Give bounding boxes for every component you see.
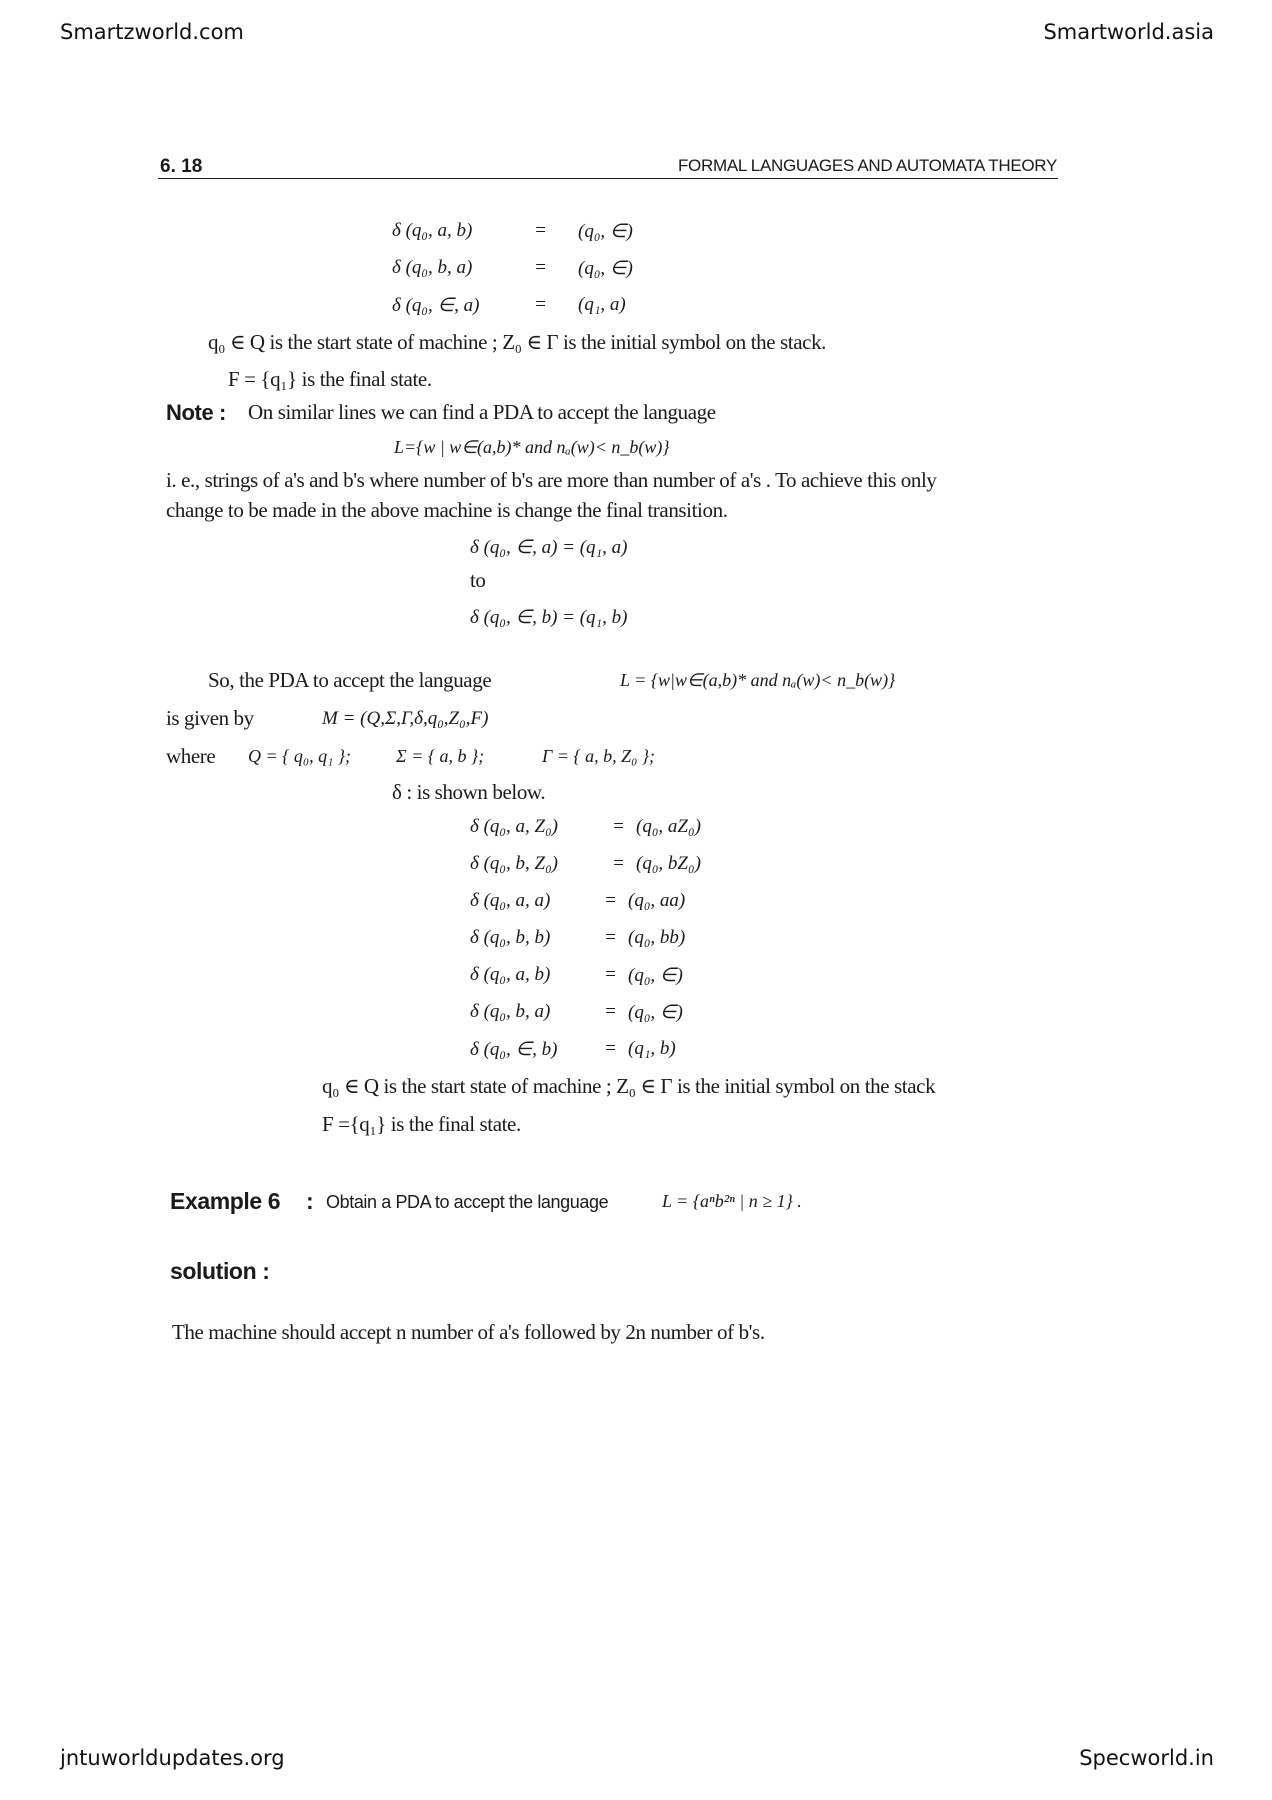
transition-lhs: δ (q₀, a, b) bbox=[392, 220, 473, 241]
transition-rhs: (q₀, aa) bbox=[628, 890, 686, 911]
transition-rhs: (q₁, a) bbox=[578, 294, 626, 315]
transition-lhs: δ (q₀, a, a) bbox=[470, 890, 551, 911]
header-rule bbox=[158, 178, 1058, 179]
transition-lhs: δ (q₀, ∈, b) bbox=[470, 1039, 558, 1060]
note-explanation-line-1: i. e., strings of a's and b's where number of b's are more than number of a's . To achieve this only bbox=[166, 468, 937, 492]
transition-lhs: δ (q₀, b, a) bbox=[392, 257, 473, 278]
so-line-text: So, the PDA to accept the language bbox=[208, 668, 492, 692]
transition-rhs: (q₀, ∈) bbox=[628, 1002, 683, 1023]
page-number: 6. 18 bbox=[160, 156, 203, 177]
note-label: Note : bbox=[166, 400, 226, 425]
transition-equals: = bbox=[604, 890, 617, 911]
transition-equals: = bbox=[534, 220, 547, 241]
solution-text: The machine should accept n number of a's followed by 2n number of b's. bbox=[172, 1320, 765, 1344]
transition-rhs: (q₀, ∈) bbox=[578, 221, 633, 242]
example-language: L = {aⁿb²ⁿ | n ≥ 1} . bbox=[662, 1191, 802, 1211]
stack-alphabet-set: Γ = { a, b, Z₀ }; bbox=[542, 746, 656, 766]
transition-lhs: δ (q₀, b, b) bbox=[470, 927, 551, 948]
transition-rhs: (q₀, bZ₀) bbox=[636, 853, 701, 874]
watermark-top-left: Smartzworld.com bbox=[60, 20, 244, 44]
example-colon: : bbox=[306, 1188, 314, 1214]
note-language: L={w | w∈(a,b)* and nₐ(w)< n_b(w)} bbox=[394, 437, 670, 457]
transition-lhs: δ (q₀, ∈, a) bbox=[392, 295, 480, 316]
delta-shown-below: δ : is shown below. bbox=[392, 780, 546, 804]
example-label: Example 6 bbox=[170, 1188, 281, 1214]
transition-equals: = bbox=[604, 1001, 617, 1022]
note-text: On similar lines we can find a PDA to accept the language bbox=[248, 400, 716, 424]
start-state-sentence: q₀ ∈ Q is the start state of machine ; Z₀ ∈ Γ is the initial symbol on the stack. bbox=[208, 330, 827, 354]
transition-rhs: (q₀, ∈) bbox=[628, 965, 683, 986]
transition-equals: = bbox=[534, 257, 547, 278]
transition-equals: = bbox=[604, 1038, 617, 1059]
given-by-label: is given by bbox=[166, 706, 254, 730]
transition-lhs: δ (q₀, b, a) bbox=[470, 1001, 551, 1022]
note-to-word: to bbox=[470, 568, 486, 592]
note-from-transition: δ (q₀, ∈, a) = (q₁, a) bbox=[470, 537, 628, 558]
transition-equals: = bbox=[604, 927, 617, 948]
final-state-sentence: F = {q₁} is the final state. bbox=[228, 367, 432, 391]
transition-lhs: δ (q₀, a, b) bbox=[470, 964, 551, 985]
transition-equals: = bbox=[534, 294, 547, 315]
final-state-sentence-2: F ={q₁} is the final state. bbox=[322, 1112, 521, 1136]
watermark-top-right: Smartworld.asia bbox=[1043, 20, 1214, 44]
transition-rhs: (q₁, b) bbox=[628, 1038, 676, 1059]
transition-rhs: (q₀, ∈) bbox=[578, 258, 633, 279]
solution-label: solution : bbox=[170, 1258, 270, 1284]
note-explanation-line-2: change to be made in the above machine is change the final transition. bbox=[166, 498, 728, 522]
machine-tuple: M = (Q,Σ,Γ,δ,q₀,Z₀,F) bbox=[322, 708, 489, 729]
watermark-bottom-left: jntuworldupdates.org bbox=[60, 1746, 285, 1770]
transition-rhs: (q₀, aZ₀) bbox=[636, 816, 701, 837]
transition-lhs: δ (q₀, b, Z₀) bbox=[470, 853, 559, 874]
example-text: Obtain a PDA to accept the language bbox=[326, 1192, 609, 1212]
start-state-sentence-2: q₀ ∈ Q is the start state of machine ; Z₀ ∈ Γ is the initial symbol on the stack bbox=[322, 1074, 936, 1098]
transition-equals: = bbox=[612, 853, 625, 874]
transition-rhs: (q₀, bb) bbox=[628, 927, 686, 948]
note-to-transition: δ (q₀, ∈, b) = (q₁, b) bbox=[470, 607, 628, 628]
so-line-language: L = {w|w∈(a,b)* and nₐ(w)< n_b(w)} bbox=[620, 670, 896, 690]
states-set: Q = { q₀, q₁ }; bbox=[248, 746, 352, 766]
transition-equals: = bbox=[604, 964, 617, 985]
transition-equals: = bbox=[612, 816, 625, 837]
book-title: FORMAL LANGUAGES AND AUTOMATA THEORY bbox=[677, 156, 1057, 175]
watermark-bottom-right: Specworld.in bbox=[1079, 1746, 1214, 1770]
input-alphabet-set: Σ = { a, b }; bbox=[396, 746, 485, 766]
where-label: where bbox=[166, 744, 216, 768]
transition-lhs: δ (q₀, a, Z₀) bbox=[470, 816, 559, 837]
